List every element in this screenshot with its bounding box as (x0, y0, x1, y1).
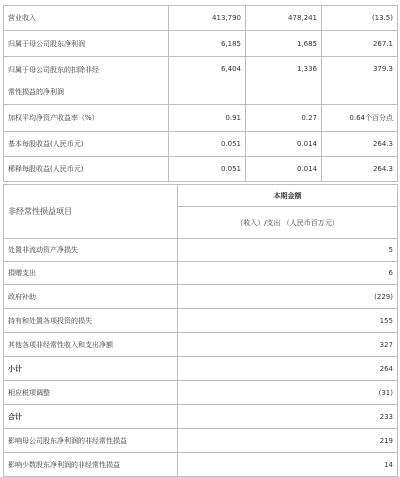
current-value: 0.051 (169, 132, 246, 157)
item-value: 5 (178, 239, 398, 262)
item-label: 政府补助 (4, 285, 178, 309)
table-row (4, 132, 398, 157)
row-label: 营业收入 (4, 6, 169, 31)
table-row (4, 285, 398, 309)
row-label: 加权平均净资产收益率（%） (4, 105, 169, 132)
prior-value: 1,336 (246, 57, 322, 105)
item-column-header: 非经常性损益项目 (4, 185, 178, 239)
row-label: 归属于母公司股东净利润 (4, 31, 169, 57)
unit-header: （收入）/支出 （人民币百万元） (178, 207, 398, 239)
item-label: 相应税项调整 (4, 381, 178, 405)
header-row (4, 185, 398, 207)
table-row (4, 357, 398, 381)
item-value: (229) (178, 285, 398, 309)
item-value: 155 (178, 309, 398, 333)
row-label-cell (4, 57, 169, 105)
table-row (4, 429, 398, 453)
financial-summary-table (3, 5, 398, 182)
row-label-continued: 常性损益的净利润 (8, 88, 64, 96)
prior-value: 0.014 (246, 157, 322, 182)
table-row (4, 381, 398, 405)
change-value: 267.1 (322, 31, 398, 57)
prior-value: 0.27 (246, 105, 322, 132)
period-column-header: 本期金额 (178, 185, 398, 207)
table-row (4, 453, 398, 477)
item-label: 捐赠支出 (4, 262, 178, 285)
prior-value: 478,241 (246, 6, 322, 31)
table-row (4, 333, 398, 357)
item-value: 14 (178, 453, 398, 477)
non-recurring-items-table (3, 184, 398, 477)
table-row (4, 57, 398, 105)
item-label: 处置非流动资产净损失 (4, 239, 178, 262)
table-row (4, 405, 398, 429)
current-value: 6,404 (169, 57, 246, 105)
item-label: 持有和处置各项投资的损失 (4, 309, 178, 333)
change-value: (13.5) (322, 6, 398, 31)
current-value: 6,185 (169, 31, 246, 57)
table-row (4, 105, 398, 132)
row-label: 基本每股收益(人民币元) (4, 132, 169, 157)
table-row (4, 309, 398, 333)
subtotal-label: 小计 (4, 357, 178, 381)
subtotal-value: 264 (178, 357, 398, 381)
item-value: (31) (178, 381, 398, 405)
item-value: 219 (178, 429, 398, 453)
total-label: 合计 (4, 405, 178, 429)
item-label: 其他各项非经常性收入和支出净额 (4, 333, 178, 357)
table-row (4, 31, 398, 57)
change-value: 264.3 (322, 157, 398, 182)
row-label: 稀释每股收益(人民币元) (4, 157, 169, 182)
item-value: 327 (178, 333, 398, 357)
table-row (4, 239, 398, 262)
total-value: 233 (178, 405, 398, 429)
item-value: 6 (178, 262, 398, 285)
row-label: 归属于母公司股东的扣除非经 (8, 66, 99, 74)
current-value: 413,790 (169, 6, 246, 31)
table-row (4, 262, 398, 285)
table-row (4, 157, 398, 182)
current-value: 0.91 (169, 105, 246, 132)
item-label: 影响少数股东净利润的非经常性损益 (4, 453, 178, 477)
table-row (4, 6, 398, 31)
item-label: 影响母公司股东净利润的非经常性损益 (4, 429, 178, 453)
prior-value: 0.014 (246, 132, 322, 157)
change-value: 379.3 (322, 57, 398, 105)
prior-value: 1,685 (246, 31, 322, 57)
current-value: 0.051 (169, 157, 246, 182)
change-value: 264.3 (322, 132, 398, 157)
change-value: 0.64个百分点 (322, 105, 398, 132)
